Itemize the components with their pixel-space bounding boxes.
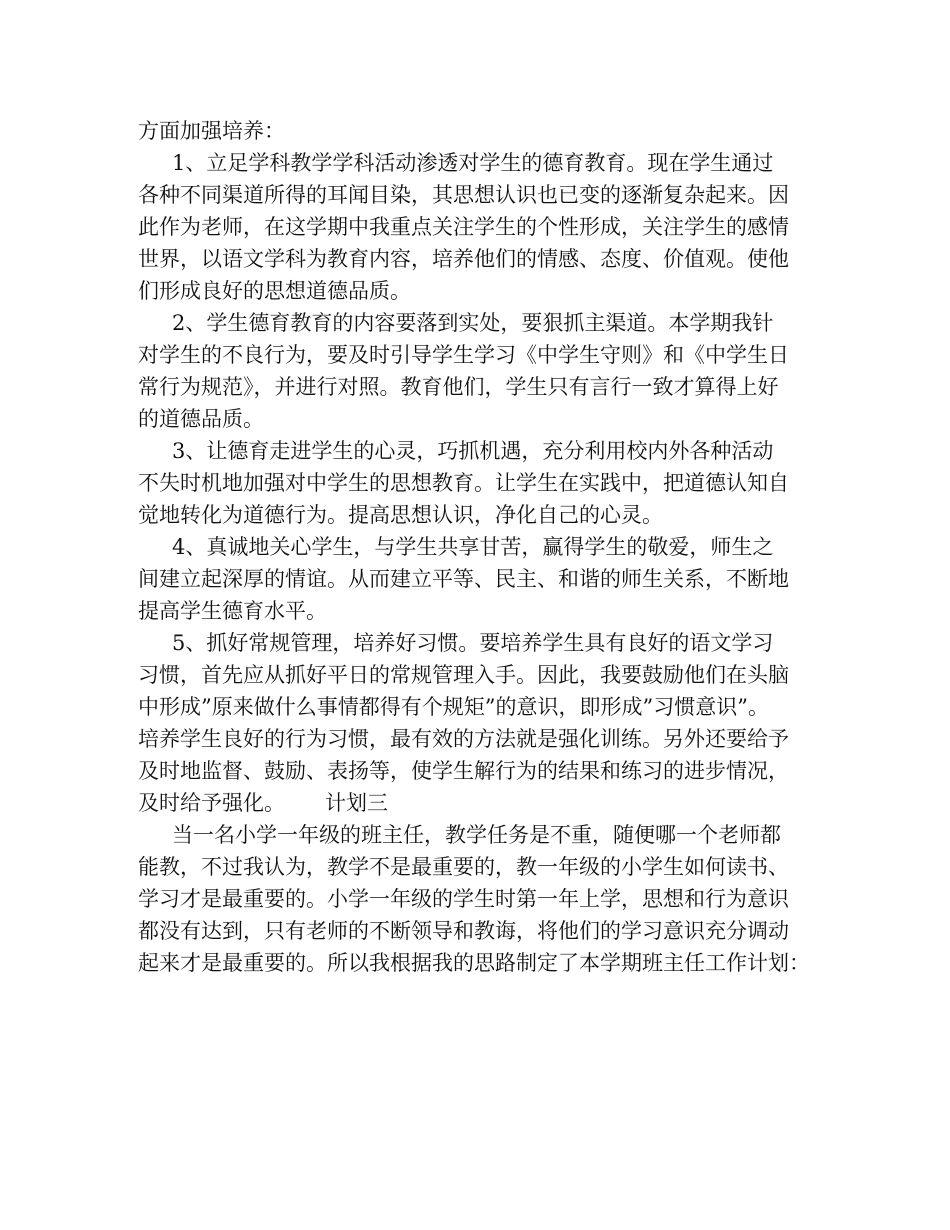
paragraph-2-start: 2、学生德育教育的内容要落到实处，要狠抓主渠道。本学期我针 xyxy=(172,311,774,335)
text-line: 中形成”原来做什么事情都得有个规矩”的意识，即形成”习惯意识”。 xyxy=(138,695,769,719)
text-line: 都没有达到，只有老师的不断领导和教诲，将他们的学习意识充分调动 xyxy=(138,919,789,943)
text-line: 世界，以语文学科为教育内容，培养他们的情感、态度、价值观。使他 xyxy=(138,247,789,271)
paragraph-4-start: 4、真诚地关心学生，与学生共享甘苦，赢得学生的敬爱，师生之 xyxy=(172,535,774,559)
text-line: 培养学生良好的行为习惯，最有效的方法就是强化训练。另外还要给予 xyxy=(138,727,789,751)
section-heading: 计划三 xyxy=(325,791,388,815)
paragraph-3-start: 3、让德育走进学生的心灵，巧抓机遇，充分利用校内外各种活动 xyxy=(172,439,774,463)
paragraph-1-start: 1、立足学科教学学科活动渗透对学生的德育教育。现在学生通过 xyxy=(172,151,774,175)
text-line: 们形成良好的思想道德品质。 xyxy=(138,279,411,303)
text-line: 及时地监督、鼓励、表扬等，使学生解行为的结果和练习的进步情况， xyxy=(138,759,789,783)
text-line: 对学生的不良行为，要及时引导学生学习《中学生守则》和《中学生日 xyxy=(138,343,789,367)
text-line: 的道德品质。 xyxy=(138,407,264,431)
paragraph-6-start: 当一名小学一年级的班主任，教学任务是不重，随便哪一个老师都 xyxy=(172,823,781,847)
text-line: 常行为规范》，并进行对照。教育他们，学生只有言行一致才算得上好 xyxy=(138,375,779,399)
document-body xyxy=(138,115,828,979)
text-line: 学习才是最重要的。小学一年级的学生时第一年上学，思想和行为意识 xyxy=(138,887,789,911)
text-line: 提高学生德育水平。 xyxy=(138,599,327,623)
text-line-with-heading xyxy=(138,787,828,819)
text-line: 能教，不过我认为，教学不是最重要的，教一年级的小学生如何读书、 xyxy=(138,855,789,879)
text-line: 起来才是最重要的。所以我根据我的思路制定了本学期班主任工作计划： xyxy=(138,951,810,975)
text-line: 不失时机地加强对中学生的思想教育。让学生在实践中，把道德认知自 xyxy=(138,471,789,495)
text-line: 各种不同渠道所得的耳闻目染，其思想认识也已变的逐渐复杂起来。因 xyxy=(138,183,789,207)
text-line: 此作为老师，在这学期中我重点关注学生的个性形成，关注学生的感情 xyxy=(138,215,789,239)
text-fragment: 及时给予强化。 xyxy=(138,791,285,815)
text-line: 觉地转化为道德行为。提高思想认识，净化自己的心灵。 xyxy=(138,503,663,527)
text-line: 方面加强培养： xyxy=(138,119,285,143)
text-line: 习惯，首先应从抓好平日的常规管理入手。因此，我要鼓励他们在头脑 xyxy=(138,663,789,687)
text-line: 间建立起深厚的情谊。从而建立平等、民主、和谐的师生关系，不断地 xyxy=(138,567,789,591)
paragraph-5-start: 5、抓好常规管理，培养好习惯。要培养学生具有良好的语文学习 xyxy=(172,631,774,655)
